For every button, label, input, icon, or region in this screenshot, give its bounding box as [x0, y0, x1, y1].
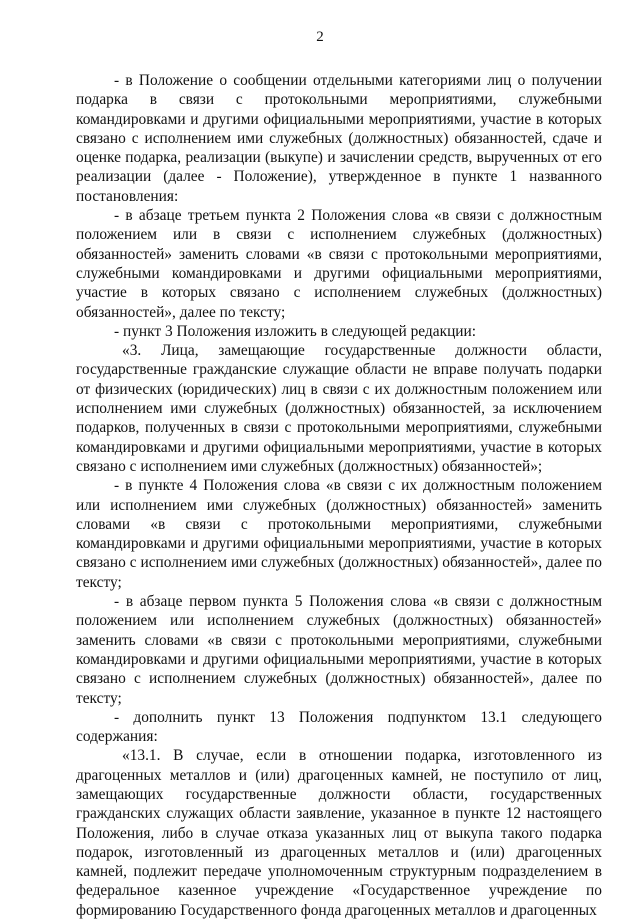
paragraph-item-4: - в пункте 4 Положения слова «в связи с их должностным положением или исполнением ими служебных (должностных) обязанностей» заменить словами «в связи с протокольными мероприятиями, служебными командировками и другими официальными мероприятиями, участие в которых связано с исполнением ими служебных (должностных) обязанностей», далее по тексту; — [76, 477, 602, 591]
page-number: 2 — [316, 29, 324, 45]
paragraph-item-13-1-text: «13.1. В случае, если в отношении подарка, изготовленного из драгоценных металлов и (или) драгоценных камней, не поступило от лиц, замещающих государственные должности области, государственных гражданских служащих области заявление, указанное в пункте 12 настоящего Положения, либо в случае отказа указанных лиц от выкупа такого подарка подарок, изготовленный из драгоценных металлов и (или) драгоценных камней, подлежит передаче уполномоченным структурным подразделением в федеральное казенное учреждение «Государственное учреждение по формированию Государственного фонда драгоценных металлов и драгоценных — [76, 747, 602, 919]
paragraph-item-3-intro: - пункт 3 Положения изложить в следующей редакции: — [114, 322, 477, 340]
paragraph-item-3-text: «3. Лица, замещающие государственные должности области, государственные гражданские служащие области не вправе получать подарки от физических (юридических) лиц в связи с их должностным положением или исполнением ими служебных (должностных) обязанностей, за исключением подарков, полученных в связи с протокольными мероприятиями, служебными командировками и другими официальными мероприятиями, участие в которых связано с исполнением ими служебных (должностных) обязанностей»; — [76, 342, 602, 475]
paragraph-item-13-intro: - дополнить пункт 13 Положения подпунктом 13.1 следующего содержания: — [76, 708, 602, 746]
paragraph-item-2: - в абзаце третьем пункта 2 Положения слова «в связи с должностным положением или в связи с исполнением служебных (должностных) обязанностей» заменить словами «в связи с протокольными мероприятиями, служебными командировками и другими официальными мероприятиями, участие в которых связано с исполнением служебных (должностных) обязанностей», далее по тексту; — [76, 207, 602, 321]
paragraph-item-5: - в абзаце первом пункта 5 Положения слова «в связи с должностным положением или исполнением служебных (должностных) обязанностей» заменить словами «в связи с протокольными мероприятиями, служебными командировками и другими официальными мероприятиями, участие в которых связано с исполнением служебных (должностных) обязанностей», далее по тексту; — [76, 593, 602, 707]
document-body — [76, 71, 602, 920]
paragraph-amendment-intro: - в Положение о сообщении отдельными категориями лиц о получении подарка в связи с протокольными мероприятиями, служебными командировками и другими официальными мероприятиями, участие в которых связано с исполнением ими служебных (должностных) обязанностей, сдаче и оценке подарка, реализации (выкупе) и зачислении средств, вырученных от его реализации (далее - Положение), утвержденное в пункте 1 названного постановления: — [76, 72, 602, 205]
